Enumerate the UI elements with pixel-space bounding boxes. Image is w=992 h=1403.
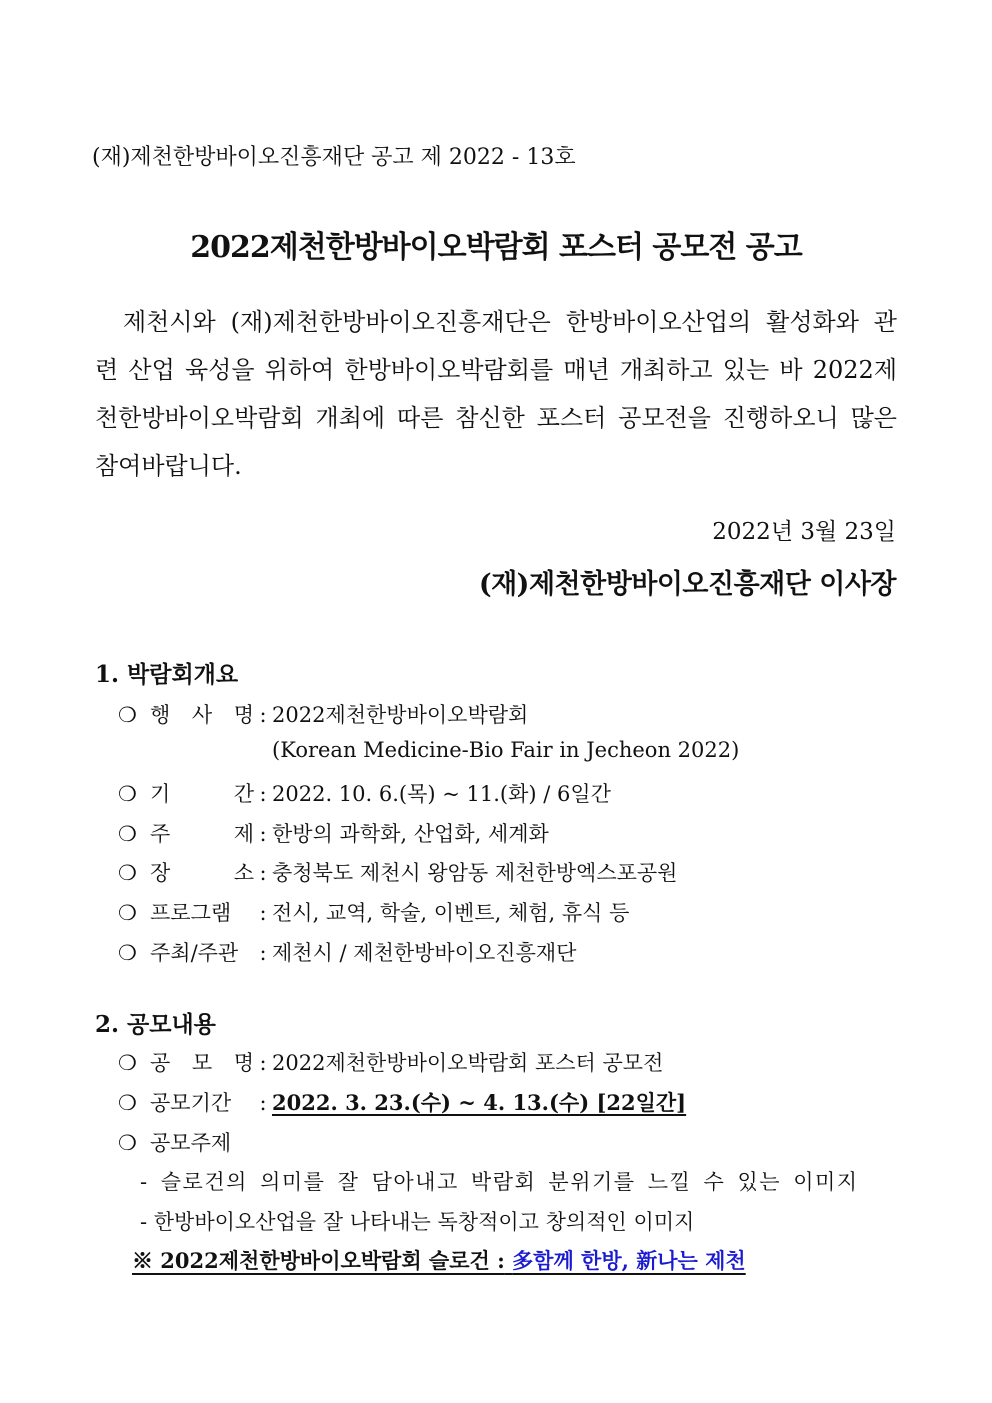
contest-period-value: 2022. 3. 23.(수) ~ 4. 13.(수) [22일간]	[272, 1090, 687, 1115]
program-label: 프로그램	[150, 901, 232, 925]
theme-label: 주 제	[150, 822, 254, 846]
bullet-icon: ❍	[118, 941, 137, 965]
program-value: 전시, 교역, 학술, 이벤트, 체험, 휴식 등	[272, 901, 630, 925]
period-row: ❍ 기 간 : 2022. 10. 6.(목) ~ 11.(화) / 6일간	[118, 778, 611, 808]
slogan-line	[132, 1245, 746, 1275]
host-value: 제천시 / 제천한방바이오진흥재단	[272, 941, 577, 965]
theme-value: 한방의 과학화, 산업화, 세계화	[272, 822, 549, 846]
event-name-english: (Korean Medicine-Bio Fair in Jecheon 2022)	[272, 738, 740, 762]
bullet-icon: ❍	[118, 861, 137, 885]
venue-row: ❍ 장 소 : 충청북도 제천시 왕암동 제천한방엑스포공원	[118, 857, 677, 887]
section1-heading: 1. 박람회개요	[95, 661, 239, 688]
bullet-icon: ❍	[118, 822, 137, 846]
notice-date: 2022년 3월 23일	[712, 519, 896, 545]
bullet-icon: ❍	[118, 782, 137, 806]
contest-period-label: 공모기간	[150, 1091, 232, 1115]
event-name-label: 행 사 명	[150, 703, 254, 727]
venue-value: 충청북도 제천시 왕암동 제천한방엑스포공원	[272, 861, 678, 885]
period-label: 기 간	[150, 782, 254, 806]
host-label: 주최/주관	[150, 941, 239, 965]
host-row: ❍ 주최/주관 : 제천시 / 제천한방바이오진흥재단	[118, 937, 576, 967]
contest-theme-row	[118, 1127, 231, 1157]
bullet-icon: ❍	[118, 1051, 137, 1075]
event-name-value: 2022제천한방바이오박람회	[272, 703, 529, 727]
bullet-icon: ❍	[118, 1091, 137, 1115]
intro-paragraph: 제천시와 (재)제천한방바이오진흥재단은 한방바이오산업의 활성화와 관련 산업 육성을 위하여 한방바이오박람회를 매년 개최하고 있는 바 2022제천한방바이오박람회 개최에 따른 참신한 포스터 공모전을 진행하오니 많은 참여바랍니다.	[95, 308, 897, 480]
contest-theme-label: 공모주제	[150, 1131, 232, 1155]
venue-label: 장 소	[150, 861, 254, 885]
contest-name-label: 공 모 명	[150, 1051, 254, 1075]
section2-heading: 2. 공모내용	[95, 1011, 216, 1038]
contest-theme-item-2: - 한방바이오산업을 잘 나타내는 독창적이고 창의적인 이미지	[140, 1210, 695, 1234]
contest-theme-item-1: - 슬로건의 의미를 잘 담아내고 박람회 분위기를 느낄 수 있는 이미지	[140, 1170, 859, 1194]
document-title: 2022제천한방바이오박람회 포스터 공모전 공고	[190, 230, 802, 265]
contest-period-row: ❍ 공모기간 : 2022. 3. 23.(수) ~ 4. 13.(수) [22일간]	[118, 1087, 686, 1117]
slogan-prefix: ※ 2022제천한방바이오박람회 슬로건 :	[132, 1248, 505, 1273]
bullet-icon: ❍	[118, 901, 137, 925]
issuer: (재)제천한방바이오진흥재단 이사장	[478, 569, 896, 600]
program-row: ❍ 프로그램 : 전시, 교역, 학술, 이벤트, 체험, 휴식 등	[118, 897, 629, 927]
bullet-icon: ❍	[118, 1131, 137, 1155]
event-name-row: ❍ 행 사 명 : 2022제천한방바이오박람회	[118, 699, 528, 729]
contest-name-row: ❍ 공 모 명 : 2022제천한방바이오박람회 포스터 공모전	[118, 1047, 663, 1077]
slogan-text: 多함께 한방, 新나는 제천	[512, 1248, 746, 1273]
period-value: 2022. 10. 6.(목) ~ 11.(화) / 6일간	[272, 782, 611, 806]
theme-row: ❍ 주 제 : 한방의 과학화, 산업화, 세계화	[118, 818, 549, 848]
contest-name-value: 2022제천한방바이오박람회 포스터 공모전	[272, 1051, 664, 1075]
notice-number: (재)제천한방바이오진흥재단 공고 제 2022 - 13호	[92, 145, 576, 170]
bullet-icon: ❍	[118, 703, 137, 727]
